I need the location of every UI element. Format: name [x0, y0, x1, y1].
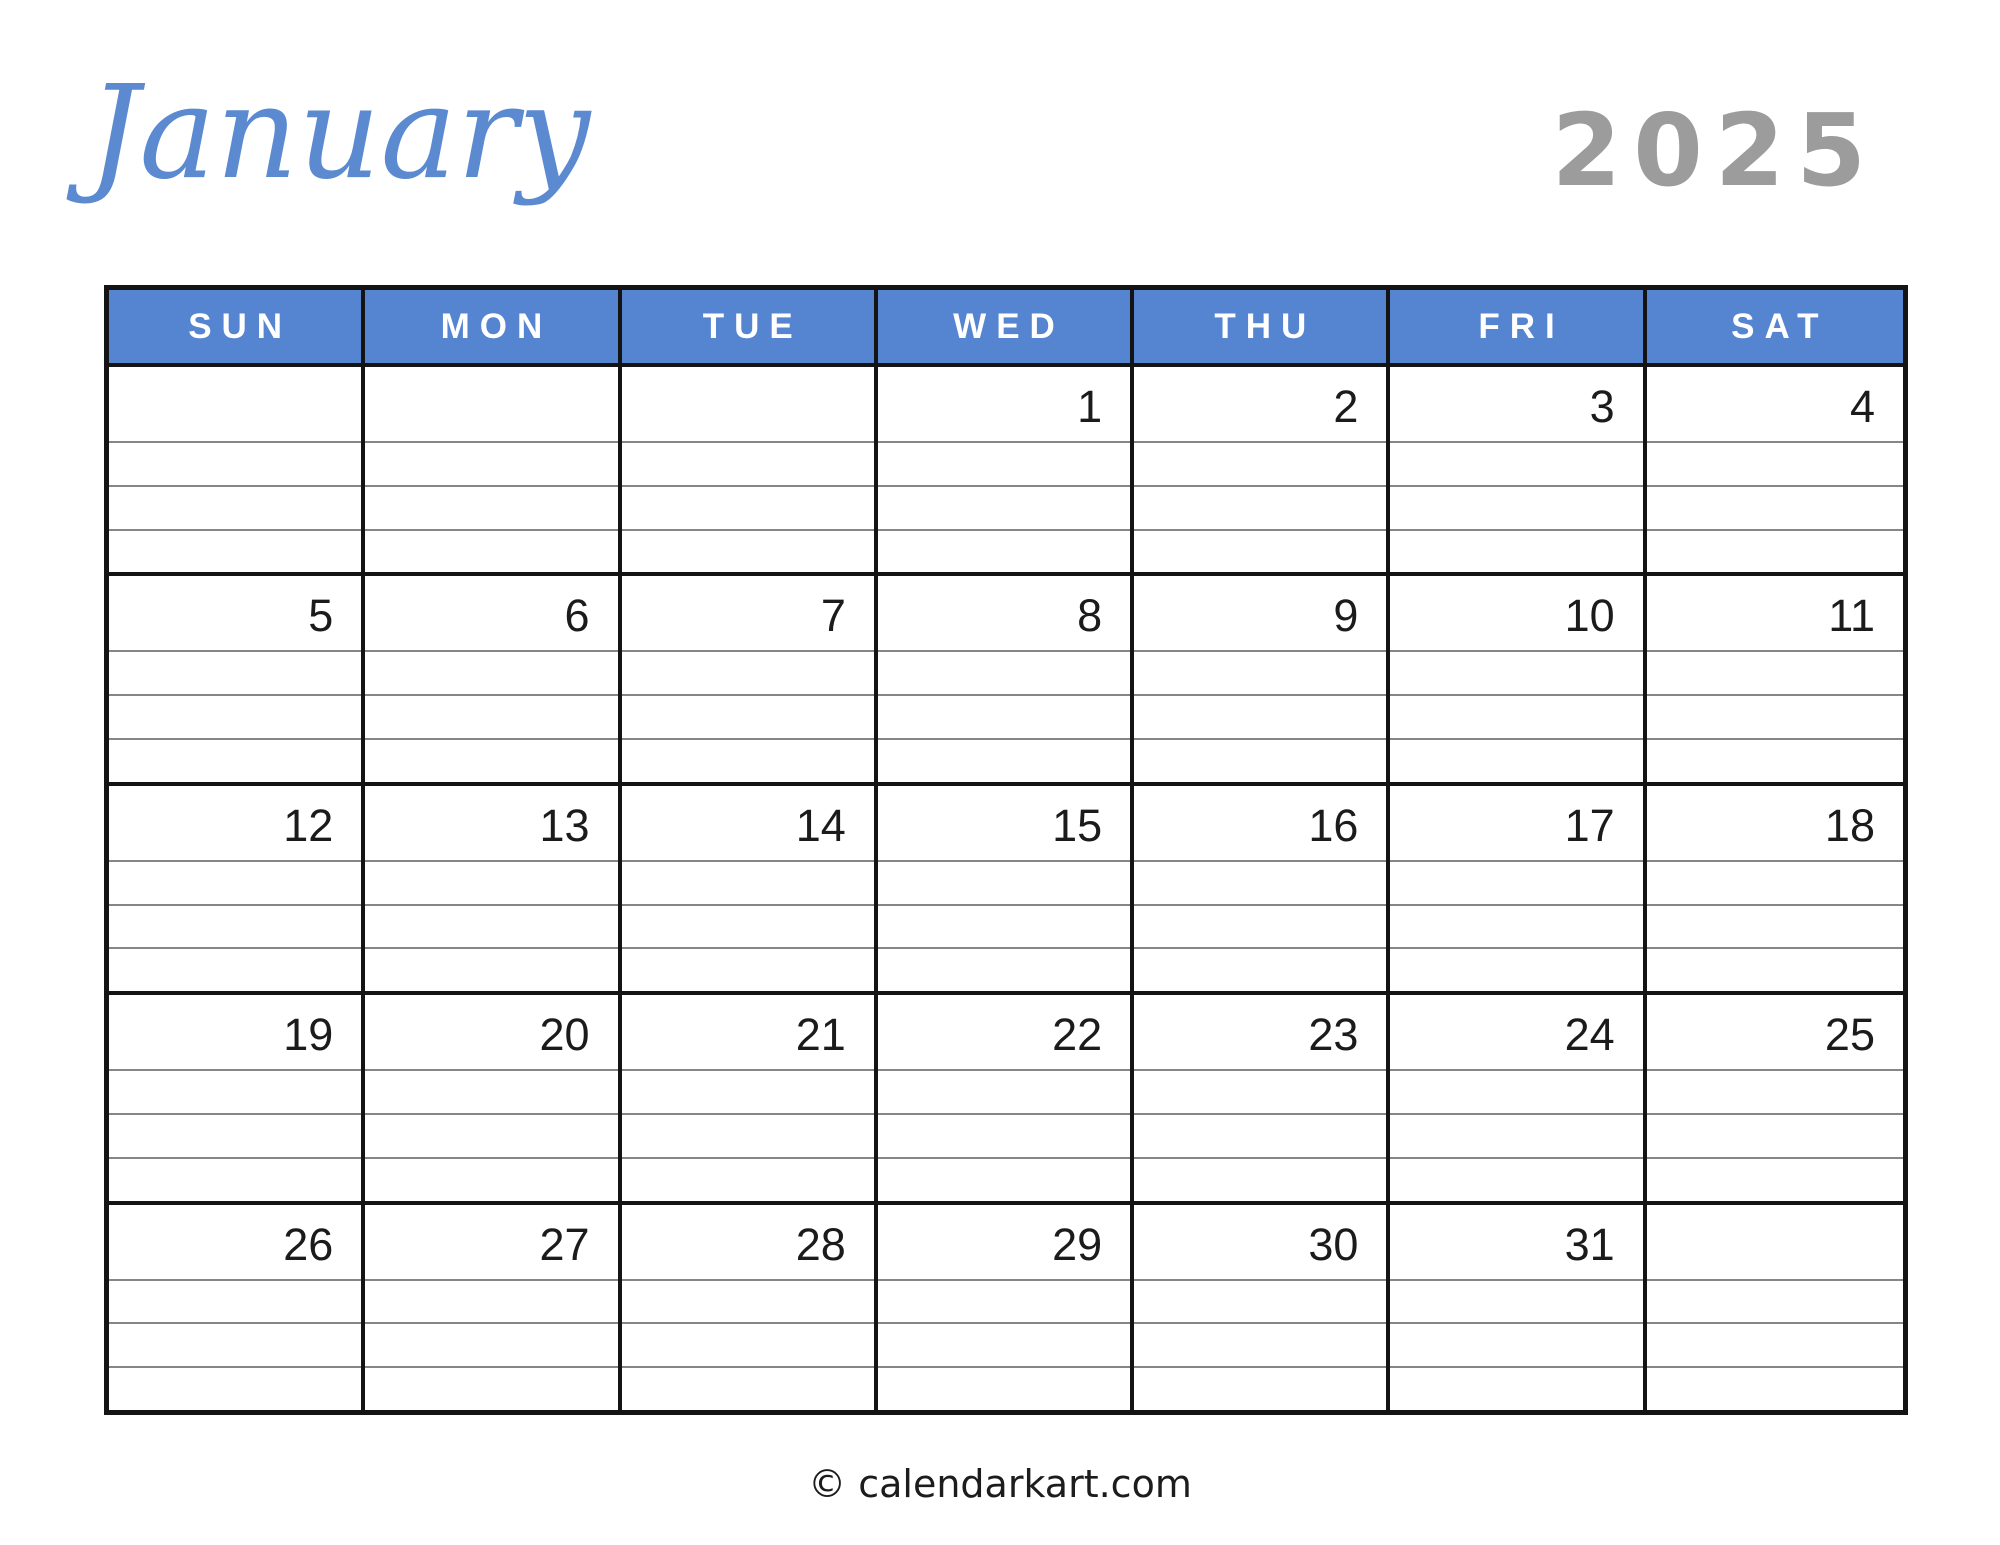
day-cell [1647, 786, 1903, 991]
date-number: 30 [1308, 1218, 1359, 1270]
date-number: 4 [1849, 381, 1875, 432]
week-row [109, 786, 1903, 995]
ruled-line [1390, 1279, 1642, 1323]
date-number: 14 [795, 799, 846, 851]
ruled-line [109, 738, 361, 782]
ruled-line [1390, 1366, 1642, 1410]
ruled-line [365, 694, 617, 738]
day-cell [1134, 576, 1390, 781]
ruled-line [365, 650, 617, 694]
ruled-line [1647, 650, 1903, 694]
date-number [622, 367, 874, 441]
ruled-line [1390, 860, 1642, 904]
date-number: 12 [283, 799, 334, 851]
day-cell [365, 1205, 621, 1410]
date-number: 31 [1564, 1218, 1615, 1270]
ruled-line [878, 694, 1130, 738]
ruled-line [1134, 1113, 1386, 1157]
ruled-line [365, 1157, 617, 1201]
ruled-line [365, 1279, 617, 1323]
day-cell [1134, 367, 1390, 572]
date-number: 21 [795, 1009, 846, 1061]
day-cell [1647, 995, 1903, 1200]
date-number: 17 [1564, 799, 1615, 851]
ruled-line [109, 1366, 361, 1410]
ruled-line [109, 860, 361, 904]
ruled-line [1647, 694, 1903, 738]
week-row [109, 995, 1903, 1204]
weekday-header-sun: SUN [109, 290, 365, 363]
date-number: 28 [795, 1218, 846, 1270]
ruled-line [1134, 1279, 1386, 1323]
ruled-line [1647, 1366, 1903, 1410]
ruled-line [1134, 529, 1386, 573]
ruled-line [109, 694, 361, 738]
date-number: 10 [1564, 590, 1615, 642]
ruled-line [1134, 1366, 1386, 1410]
date-number [1647, 1205, 1903, 1279]
date-number: 26 [283, 1218, 334, 1270]
date-number: 22 [1052, 1009, 1103, 1061]
ruled-line [1647, 441, 1903, 485]
date-number: 6 [564, 590, 590, 642]
ruled-line [365, 485, 617, 529]
day-cell [878, 576, 1134, 781]
ruled-line [1647, 1113, 1903, 1157]
ruled-line [1647, 485, 1903, 529]
day-cell [365, 367, 621, 572]
ruled-line [365, 441, 617, 485]
ruled-line [109, 485, 361, 529]
ruled-line [1390, 529, 1642, 573]
ruled-line [878, 485, 1130, 529]
ruled-line [1134, 860, 1386, 904]
date-number: 11 [1828, 590, 1875, 642]
ruled-line [622, 947, 874, 991]
ruled-line [1390, 1113, 1642, 1157]
day-cell [1390, 995, 1646, 1200]
date-number: 3 [1589, 381, 1615, 432]
ruled-line [1647, 1069, 1903, 1113]
ruled-line [109, 947, 361, 991]
ruled-line [109, 904, 361, 948]
weekday-header-fri: FRI [1390, 290, 1646, 363]
date-number: 2 [1333, 381, 1359, 432]
ruled-line [109, 1113, 361, 1157]
date-number: 15 [1052, 799, 1103, 851]
ruled-line [878, 1069, 1130, 1113]
ruled-line [109, 650, 361, 694]
ruled-line [1390, 441, 1642, 485]
ruled-line [1134, 904, 1386, 948]
day-cell [1390, 1205, 1646, 1410]
day-cell [365, 786, 621, 991]
week-row [109, 367, 1903, 576]
day-cell [109, 576, 365, 781]
date-number: 27 [539, 1218, 590, 1270]
date-number: 13 [539, 799, 590, 851]
ruled-line [622, 1279, 874, 1323]
ruled-line [1647, 1279, 1903, 1323]
date-number [109, 367, 361, 441]
ruled-line [365, 860, 617, 904]
ruled-line [1390, 1069, 1642, 1113]
day-cell [1134, 1205, 1390, 1410]
date-number: 9 [1333, 590, 1359, 642]
month-title: January [88, 59, 591, 208]
year-label: 2025 [1551, 92, 1878, 209]
ruled-line [622, 1113, 874, 1157]
weekday-header-row [109, 290, 1903, 367]
week-row [109, 1205, 1903, 1410]
ruled-line [1390, 738, 1642, 782]
weekday-header-wed: WED [878, 290, 1134, 363]
day-cell [1134, 995, 1390, 1200]
day-cell [1647, 576, 1903, 781]
ruled-line [1390, 1322, 1642, 1366]
ruled-line [1134, 441, 1386, 485]
ruled-line [109, 441, 361, 485]
ruled-line [365, 1322, 617, 1366]
ruled-line [365, 947, 617, 991]
ruled-line [622, 1157, 874, 1201]
week-row [109, 576, 1903, 785]
ruled-line [1647, 529, 1903, 573]
weekday-header-tue: TUE [622, 290, 878, 363]
date-number: 24 [1564, 1009, 1615, 1061]
date-number [365, 367, 617, 441]
ruled-line [878, 904, 1130, 948]
ruled-line [878, 529, 1130, 573]
ruled-line [1647, 1322, 1903, 1366]
weekday-header-sat: SAT [1731, 306, 1829, 346]
ruled-line [109, 1069, 361, 1113]
ruled-line [878, 1366, 1130, 1410]
ruled-line [878, 441, 1130, 485]
day-cell [365, 995, 621, 1200]
day-cell [878, 786, 1134, 991]
ruled-line [622, 441, 874, 485]
date-number: 19 [283, 1009, 334, 1061]
date-number: 1 [1077, 381, 1103, 432]
ruled-line [622, 1366, 874, 1410]
date-number: 5 [308, 590, 334, 642]
day-cell [622, 367, 878, 572]
ruled-line [622, 1069, 874, 1113]
ruled-line [622, 904, 874, 948]
ruled-line [622, 860, 874, 904]
ruled-line [622, 529, 874, 573]
day-cell [109, 367, 365, 572]
ruled-line [622, 1322, 874, 1366]
ruled-line [1390, 1157, 1642, 1201]
ruled-line [878, 1157, 1130, 1201]
ruled-line [1390, 694, 1642, 738]
ruled-line [109, 1322, 361, 1366]
ruled-line [878, 947, 1130, 991]
date-number: 18 [1824, 799, 1875, 851]
ruled-line [622, 694, 874, 738]
ruled-line [878, 1113, 1130, 1157]
ruled-line [1647, 860, 1903, 904]
ruled-line [878, 860, 1130, 904]
date-number: 8 [1077, 590, 1103, 642]
day-cell [109, 786, 365, 991]
ruled-line [1134, 485, 1386, 529]
date-number: 16 [1308, 799, 1359, 851]
ruled-line [1390, 485, 1642, 529]
ruled-line [1134, 1157, 1386, 1201]
ruled-line [878, 1279, 1130, 1323]
ruled-line [878, 738, 1130, 782]
ruled-line [109, 1279, 361, 1323]
ruled-line [1134, 1069, 1386, 1113]
day-cell [1647, 1205, 1903, 1410]
day-cell [878, 995, 1134, 1200]
day-cell [622, 995, 878, 1200]
ruled-line [1134, 738, 1386, 782]
day-cell [1390, 576, 1646, 781]
date-number: 20 [539, 1009, 590, 1061]
day-cell [878, 367, 1134, 572]
date-number: 25 [1824, 1009, 1875, 1061]
ruled-line [1134, 650, 1386, 694]
day-cell [622, 786, 878, 991]
ruled-line [1134, 947, 1386, 991]
ruled-line [1647, 947, 1903, 991]
date-number: 29 [1052, 1218, 1103, 1270]
ruled-line [365, 529, 617, 573]
day-cell [1390, 786, 1646, 991]
date-number: 23 [1308, 1009, 1359, 1061]
ruled-line [1647, 738, 1903, 782]
day-cell [1647, 367, 1903, 572]
day-cell [365, 576, 621, 781]
ruled-line [109, 1157, 361, 1201]
ruled-line [365, 1113, 617, 1157]
ruled-line [365, 1069, 617, 1113]
ruled-line [1390, 904, 1642, 948]
ruled-line [365, 1366, 617, 1410]
ruled-line [622, 485, 874, 529]
copyright-text: © calendarkart.com [808, 1462, 1192, 1506]
day-cell [622, 576, 878, 781]
ruled-line [1647, 1157, 1903, 1201]
day-cell [878, 1205, 1134, 1410]
ruled-line [1134, 1322, 1386, 1366]
calendar-grid [104, 285, 1908, 1415]
ruled-line [109, 529, 361, 573]
ruled-line [878, 650, 1130, 694]
weekday-header-thu: THU [1134, 290, 1390, 363]
day-cell [1134, 786, 1390, 991]
ruled-line [365, 738, 617, 782]
date-number: 7 [820, 590, 846, 642]
ruled-line [1647, 904, 1903, 948]
ruled-line [1134, 694, 1386, 738]
day-cell [109, 1205, 365, 1410]
day-cell [622, 1205, 878, 1410]
ruled-line [622, 738, 874, 782]
ruled-line [1390, 650, 1642, 694]
day-cell [109, 995, 365, 1200]
ruled-line [622, 650, 874, 694]
weekday-header-mon: MON [365, 290, 621, 363]
ruled-line [365, 904, 617, 948]
ruled-line [878, 1322, 1130, 1366]
ruled-line [1390, 947, 1642, 991]
day-cell [1390, 367, 1646, 572]
